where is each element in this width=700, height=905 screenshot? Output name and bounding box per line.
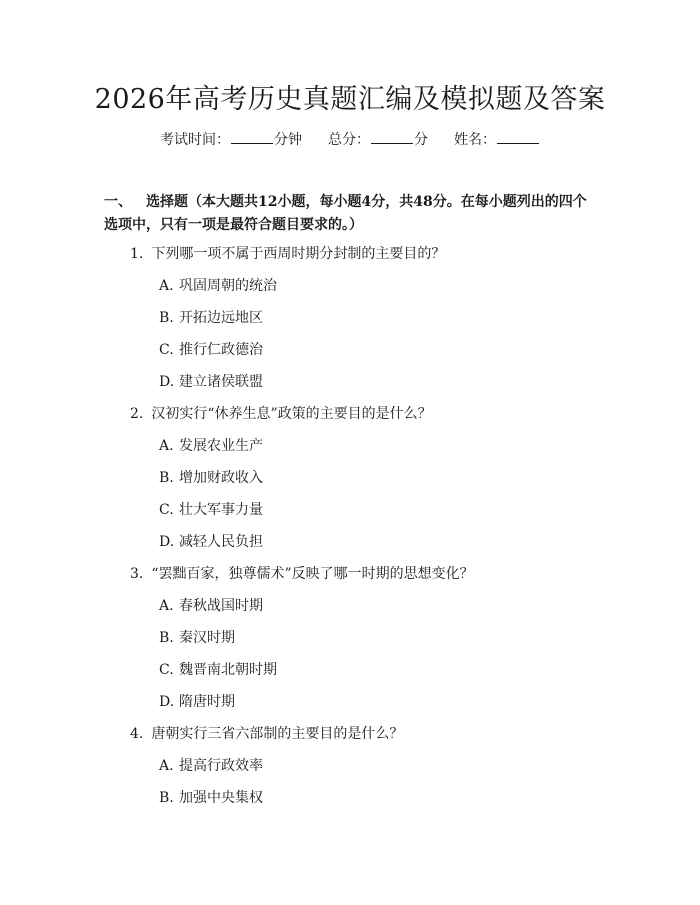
option-text: 建立诸侯联盟	[179, 374, 263, 390]
question-text: 下列哪一项不属于西周时期分封制的主要目的？	[151, 246, 446, 262]
answer-option	[0, 372, 700, 404]
question-text: 唐朝实行三省六部制的主要目的是什么？	[151, 726, 404, 742]
exam-time-label: 考试时间：	[160, 132, 230, 148]
option-text: 提高行政效率	[179, 758, 263, 774]
answer-option	[0, 500, 700, 532]
question-list	[0, 244, 700, 820]
answer-option	[0, 596, 700, 628]
section-heading	[104, 191, 600, 237]
option-letter: B.	[159, 310, 174, 326]
student-name	[454, 130, 540, 150]
total-score-blank	[371, 130, 413, 144]
total-score-label: 总分：	[328, 132, 370, 148]
answer-option	[0, 756, 700, 788]
exam-time-blank	[231, 130, 273, 144]
exam-meta	[0, 130, 700, 150]
option-letter: A.	[159, 438, 174, 454]
answer-option	[0, 308, 700, 340]
option-text: 春秋战国时期	[179, 598, 263, 614]
question-number: 2.	[130, 406, 144, 422]
option-letter: D.	[159, 694, 175, 710]
option-letter: B.	[159, 630, 174, 646]
question-text: “罢黜百家，独尊儒术”反映了哪一时期的思想变化？	[151, 566, 474, 582]
option-text: 隋唐时期	[179, 694, 235, 710]
option-letter: C.	[159, 502, 174, 518]
option-text: 推行仁政德治	[179, 342, 263, 358]
option-letter: C.	[159, 342, 174, 358]
answer-option	[0, 436, 700, 468]
question-number: 3.	[130, 566, 144, 582]
total-score	[328, 130, 428, 150]
question-stem	[0, 724, 700, 756]
answer-option	[0, 468, 700, 500]
option-letter: A.	[159, 598, 174, 614]
question-stem	[0, 244, 700, 276]
page-title: 2026年高考历史真题汇编及模拟题及答案	[94, 84, 606, 115]
exam-time	[160, 130, 302, 150]
student-name-label: 姓名：	[454, 132, 496, 148]
answer-option	[0, 340, 700, 372]
option-letter: A.	[159, 278, 174, 294]
option-letter: D.	[159, 534, 175, 550]
option-text: 加强中央集权	[179, 790, 263, 806]
question-stem	[0, 564, 700, 596]
question-text: 汉初实行“休养生息”政策的主要目的是什么？	[151, 406, 432, 422]
option-text: 增加财政收入	[179, 470, 263, 486]
section-number: 一、	[104, 194, 132, 210]
section-instructions: 选择题（本大题共12小题，每小题4分，共48分。在每小题列出的四个选项中，只有一项是最符合题目要求的。）	[104, 194, 587, 233]
option-text: 魏晋南北朝时期	[179, 662, 277, 678]
option-text: 秦汉时期	[179, 630, 235, 646]
option-letter: A.	[159, 758, 174, 774]
question-stem	[0, 404, 700, 436]
option-letter: D.	[159, 374, 175, 390]
exam-time-unit: 分钟	[274, 132, 302, 148]
answer-option	[0, 692, 700, 724]
total-score-unit: 分	[414, 132, 428, 148]
option-letter: B.	[159, 790, 174, 806]
option-letter: B.	[159, 470, 174, 486]
option-text: 开拓边远地区	[179, 310, 263, 326]
option-text: 发展农业生产	[179, 438, 263, 454]
option-text: 巩固周朝的统治	[179, 278, 277, 294]
question-number: 1.	[130, 246, 144, 262]
question-number: 4.	[130, 726, 144, 742]
answer-option	[0, 788, 700, 820]
option-text: 减轻人民负担	[179, 534, 263, 550]
answer-option	[0, 276, 700, 308]
student-name-blank	[497, 130, 539, 144]
answer-option	[0, 660, 700, 692]
answer-option	[0, 628, 700, 660]
answer-option	[0, 532, 700, 564]
option-letter: C.	[159, 662, 174, 678]
option-text: 壮大军事力量	[179, 502, 263, 518]
